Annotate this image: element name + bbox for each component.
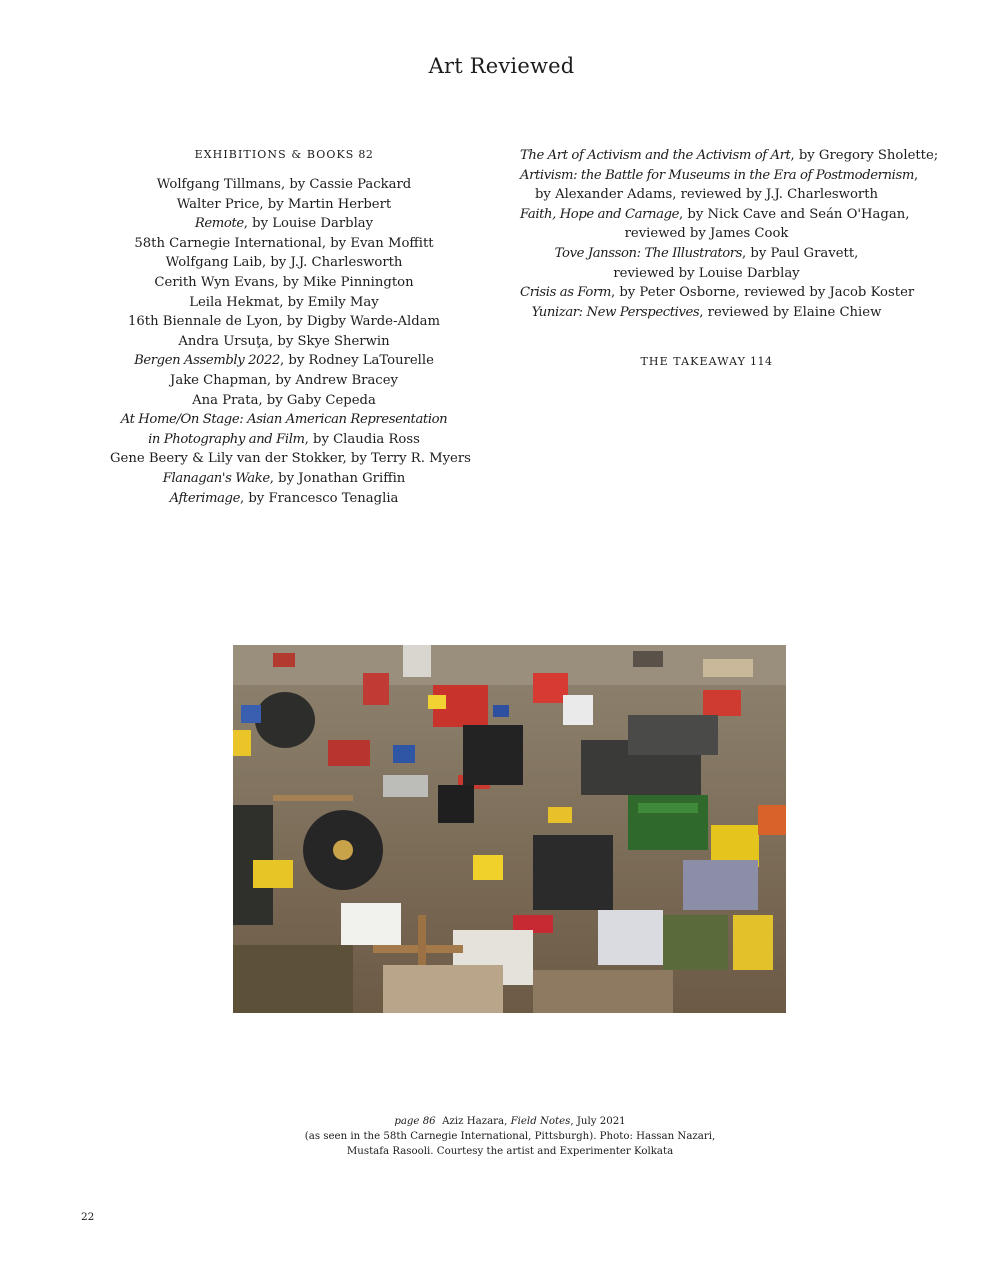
exhibitions-heading: [110, 148, 458, 161]
list-item: Artivism: the Battle for Museums in the Era of Postmodernism,: [520, 167, 919, 183]
photo-caption: [230, 1114, 790, 1159]
takeaway-page-number: 114: [750, 355, 773, 369]
list-item: 16th Biennale de Lyon, by Digby Warde-Aldam: [128, 314, 440, 330]
caption-work-title: Field Notes: [510, 1116, 571, 1127]
caption-date: , July 2021: [570, 1116, 626, 1127]
books-list: [520, 146, 939, 322]
list-item: Jake Chapman, by Andrew Bracey: [170, 372, 398, 388]
list-item: Crisis as Form, by Peter Osborne, reviewed by Jacob Koster: [520, 285, 915, 301]
exhibitions-heading-label: EXHIBITIONS & BOOKS: [194, 148, 355, 161]
list-item: Flanagan's Wake, by Jonathan Griffin: [162, 470, 406, 486]
list-item: in Photography and Film, by Claudia Ross: [148, 431, 420, 447]
list-item: Afterimage, by Francesco Tenaglia: [169, 490, 399, 506]
list-item: Ana Prata, by Gaby Cepeda: [192, 392, 376, 408]
list-item: reviewed by Louise Darblay: [613, 265, 800, 281]
list-item: Yunizar: New Perspectives, reviewed by Elaine Chiew: [531, 304, 882, 320]
takeaway-heading-label: THE TAKEAWAY: [640, 355, 747, 369]
list-item: Tove Jansson: The Illustrators, by Paul Gravett,: [554, 245, 859, 261]
list-item: Wolfgang Laib, by J.J. Charlesworth: [165, 255, 403, 271]
list-item: by Alexander Adams, reviewed by J.J. Charlesworth: [534, 187, 878, 203]
caption-line-2: (as seen in the 58th Carnegie International, Pittsburgh). Photo: Hassan Nazari,: [304, 1131, 716, 1142]
list-item: At Home/On Stage: Asian American Representation: [120, 412, 448, 428]
page-number: 22: [81, 1211, 95, 1223]
list-item: Faith, Hope and Carnage, by Nick Cave and Seán O'Hagan,: [520, 206, 910, 222]
exhibitions-page-number: 82: [358, 148, 374, 161]
list-item: Andra Ursuţa, by Skye Sherwin: [178, 333, 390, 349]
debris-photo-image: [233, 645, 786, 1013]
list-item: Bergen Assembly 2022, by Rodney LaTourelle: [134, 353, 434, 369]
list-item: Wolfgang Tillmans, by Cassie Packard: [156, 177, 412, 192]
caption-line-1: [230, 1114, 790, 1129]
list-item: Gene Beery & Lily van der Stokker, by Terry R. Myers: [110, 451, 471, 467]
list-item: The Art of Activism and the Activism of Art, by Gregory Sholette;: [520, 148, 939, 163]
caption-artist: Aziz Hazara,: [442, 1116, 508, 1127]
list-item: 58th Carnegie International, by Evan Moffitt: [134, 235, 434, 251]
list-item: Cerith Wyn Evans, by Mike Pinnington: [154, 274, 414, 290]
caption-line-3: Mustafa Rasooli. Courtesy the artist and Experimenter Kolkata: [346, 1146, 674, 1157]
caption-page-ref: page 86: [394, 1116, 436, 1127]
page-title: Art Reviewed: [428, 54, 575, 78]
exhibitions-column: [110, 148, 471, 508]
books-column: [520, 146, 939, 382]
list-item: reviewed by James Cook: [624, 226, 789, 242]
list-item: Remote, by Louise Darblay: [194, 216, 374, 232]
list-item: Walter Price, by Martin Herbert: [176, 196, 392, 212]
exhibitions-list: [110, 175, 471, 508]
list-item: Leila Hekmat, by Emily May: [189, 294, 379, 310]
takeaway-heading: [520, 355, 893, 368]
